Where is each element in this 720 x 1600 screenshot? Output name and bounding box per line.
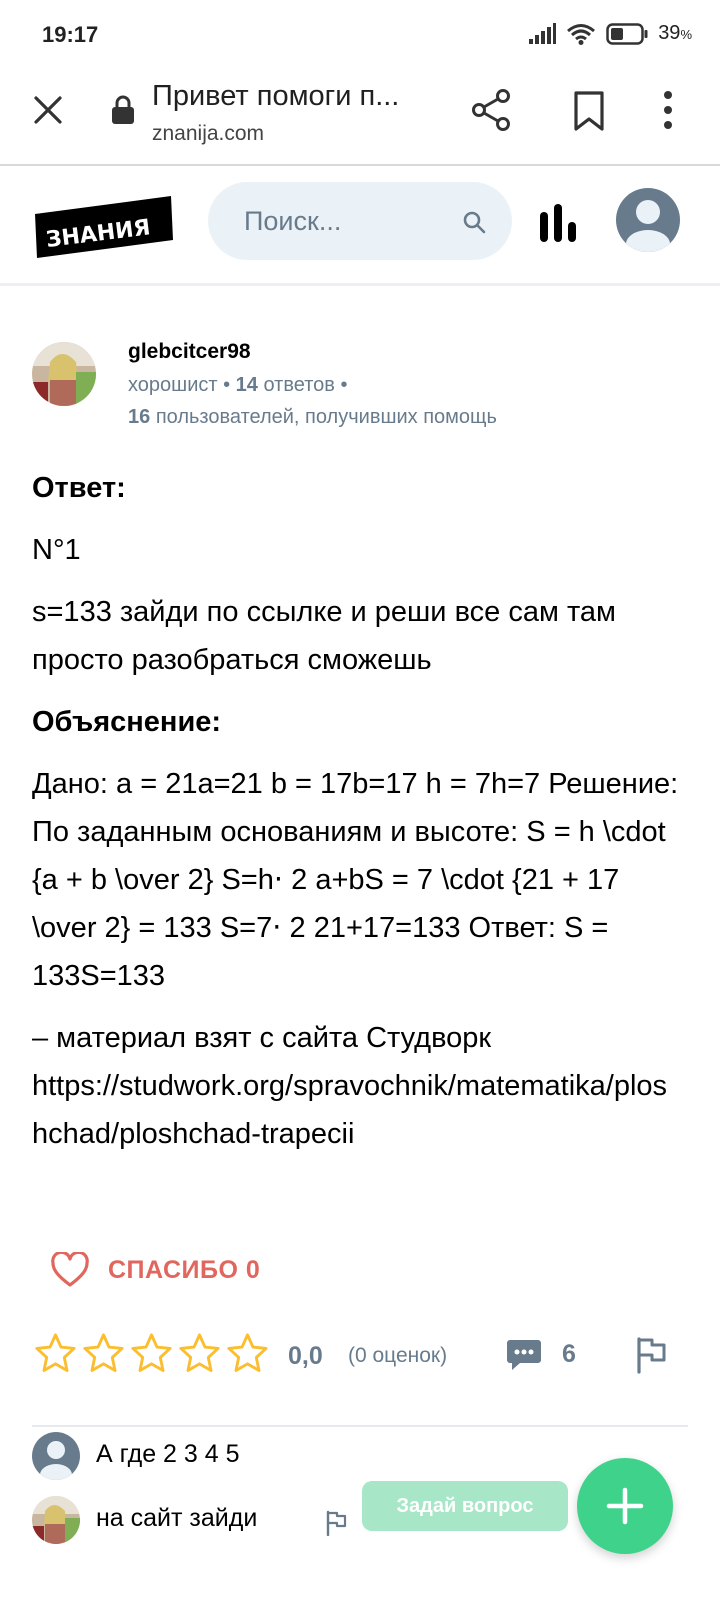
close-icon[interactable] bbox=[28, 90, 68, 130]
comments-count[interactable]: 6 bbox=[562, 1340, 576, 1368]
wifi-icon bbox=[566, 23, 596, 45]
meta-separator: • bbox=[340, 374, 348, 396]
ask-question-button[interactable]: Задай вопрос bbox=[362, 1481, 568, 1531]
user-icon bbox=[32, 1432, 80, 1480]
battery-percent: 39% bbox=[658, 22, 692, 44]
star-icon[interactable] bbox=[34, 1332, 77, 1375]
rating-value: 0,0 bbox=[288, 1342, 323, 1370]
user-icon bbox=[616, 188, 680, 252]
answer-content bbox=[32, 464, 682, 1158]
author-helped bbox=[128, 406, 497, 429]
star-icon[interactable] bbox=[130, 1332, 173, 1375]
author-name[interactable]: glebcitcer98 bbox=[128, 340, 251, 363]
signal-icon bbox=[528, 23, 556, 45]
source-url[interactable]: https://studwork.org/spravochnik/matematika/ploshchad/ploshchad-trapecii bbox=[32, 1070, 668, 1150]
status-bar bbox=[0, 0, 720, 70]
browser-toolbar bbox=[0, 70, 720, 166]
comment-item bbox=[32, 1432, 392, 1482]
comment-avatar[interactable] bbox=[32, 1432, 80, 1480]
comment-item bbox=[32, 1496, 392, 1546]
author-photo-icon bbox=[32, 342, 96, 406]
stats-icon[interactable] bbox=[540, 204, 578, 242]
page-title[interactable]: Привет помоги п... bbox=[152, 80, 400, 112]
flag-icon[interactable] bbox=[324, 1510, 348, 1536]
divider bbox=[32, 1425, 688, 1427]
svg-text:ЗНАНИЯ: ЗНАНИЯ bbox=[44, 215, 152, 253]
thanks-label: СПАСИБО 0 bbox=[108, 1255, 261, 1284]
comment-avatar[interactable] bbox=[32, 1496, 80, 1544]
more-vertical-icon[interactable] bbox=[662, 90, 674, 130]
author-photo-icon bbox=[32, 1496, 80, 1544]
answer-heading: Ответ: bbox=[32, 472, 126, 504]
star-icon[interactable] bbox=[82, 1332, 125, 1375]
bookmark-icon[interactable] bbox=[572, 90, 606, 132]
comments-icon[interactable] bbox=[506, 1338, 542, 1372]
profile-avatar[interactable] bbox=[616, 188, 680, 252]
explanation-text: Дано: a = 21a=21 b = 17b=17 h = 7h=7 Решение: По заданным основаниям и высоте: S = h \cdot {a + b \over 2} S=h⋅ 2 a+bS = 7 \cdot {21 + 17 \over 2} = 133 S=7⋅ 2 21+17=133 Ответ: S = 133S=133 bbox=[32, 768, 679, 992]
search-icon[interactable] bbox=[462, 210, 486, 234]
share-icon[interactable] bbox=[470, 88, 512, 132]
znanija-logo[interactable] bbox=[33, 196, 175, 258]
explanation-heading: Объяснение: bbox=[32, 706, 222, 738]
helped-count: 16 bbox=[128, 406, 151, 428]
author-rank: хорошист bbox=[128, 374, 218, 396]
battery-icon bbox=[606, 23, 648, 45]
answers-count: 14 bbox=[235, 374, 258, 396]
thanks-button[interactable] bbox=[50, 1252, 260, 1288]
comment-text: А где 2 3 4 5 bbox=[96, 1440, 240, 1468]
heart-icon bbox=[50, 1252, 90, 1288]
answers-label: ответов bbox=[263, 374, 335, 396]
rating-row bbox=[34, 1332, 684, 1382]
star-icon[interactable] bbox=[178, 1332, 221, 1375]
meta-separator: • bbox=[223, 374, 231, 396]
status-time: 19:17 bbox=[42, 22, 99, 47]
star-icon[interactable] bbox=[226, 1332, 269, 1375]
author-meta bbox=[128, 374, 347, 397]
helped-label: пользователей, получивших помощь bbox=[155, 406, 497, 428]
page-url[interactable]: znanija.com bbox=[152, 122, 265, 145]
author-avatar[interactable] bbox=[32, 342, 96, 406]
comment-text: на сайт зайди bbox=[96, 1504, 258, 1532]
source-line: – материал взят с сайта Студворк bbox=[32, 1022, 492, 1054]
answer-number: N°1 bbox=[32, 534, 81, 566]
add-fab-button[interactable] bbox=[577, 1458, 673, 1554]
rating-count: (0 оценок) bbox=[348, 1344, 448, 1367]
flag-icon[interactable] bbox=[634, 1336, 668, 1374]
site-header bbox=[0, 166, 720, 286]
status-icons bbox=[528, 22, 692, 45]
rating-stars[interactable] bbox=[34, 1332, 269, 1375]
lock-icon bbox=[110, 94, 136, 126]
answer-short-text: s=133 зайди по ссылке и реши все сам там просто разобраться сможешь bbox=[32, 596, 616, 676]
plus-icon bbox=[605, 1486, 645, 1526]
search-box[interactable] bbox=[208, 182, 512, 260]
search-input[interactable] bbox=[244, 204, 444, 238]
